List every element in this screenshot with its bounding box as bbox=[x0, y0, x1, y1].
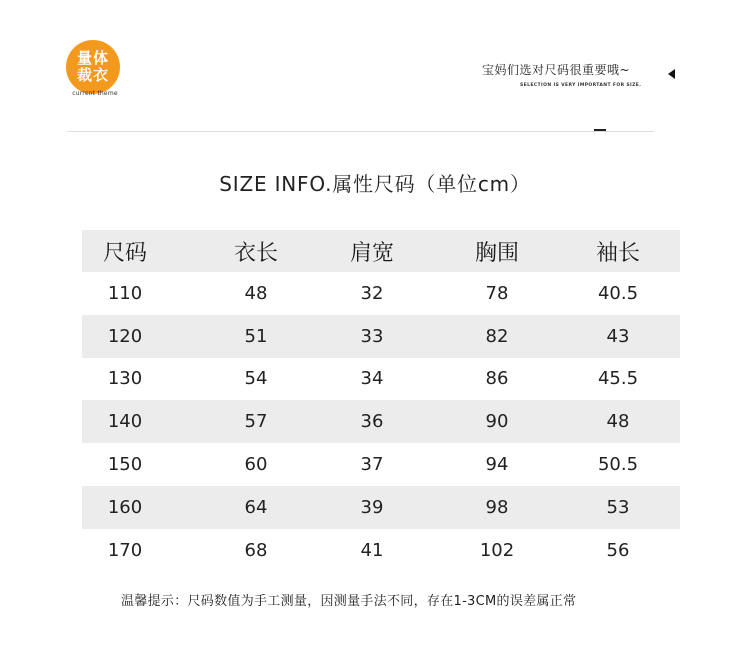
cell-size: 140 bbox=[107, 411, 143, 433]
cell-chest: 86 bbox=[485, 368, 509, 390]
cell-shoulder: 37 bbox=[360, 454, 384, 476]
cell-shoulder: 39 bbox=[360, 496, 384, 518]
tagline-cn: 宝妈们选对尺码很重要哦~ bbox=[482, 63, 631, 77]
cell-chest: 90 bbox=[485, 411, 509, 433]
header-sleeve: 袖长 bbox=[595, 240, 640, 266]
cell-chest: 98 bbox=[485, 496, 509, 518]
cell-shoulder: 41 bbox=[360, 539, 384, 561]
cell-size: 150 bbox=[107, 454, 143, 476]
header-size: 尺码 bbox=[102, 240, 147, 266]
cell-shoulder: 34 bbox=[360, 368, 384, 390]
logo-text-line2: 裁衣 bbox=[76, 66, 109, 84]
table-row bbox=[82, 272, 680, 315]
cell-length: 68 bbox=[244, 539, 268, 561]
size-table bbox=[82, 230, 680, 572]
cell-size: 120 bbox=[107, 325, 143, 347]
header-length: 衣长 bbox=[233, 240, 278, 266]
cell-size: 130 bbox=[107, 368, 143, 390]
cell-chest: 78 bbox=[485, 282, 509, 304]
cell-size: 160 bbox=[107, 496, 143, 518]
cell-length: 51 bbox=[244, 325, 268, 347]
cell-sleeve: 43 bbox=[606, 325, 630, 347]
cell-length: 57 bbox=[244, 411, 268, 433]
header-shoulder: 肩宽 bbox=[349, 240, 394, 266]
triangle-left-icon bbox=[668, 69, 675, 79]
cell-sleeve: 40.5 bbox=[597, 282, 639, 304]
footnote: 温馨提示：尺码数值为手工测量，因测量手法不同，存在1-3CM的误差属正常 bbox=[121, 594, 577, 609]
table-row bbox=[82, 486, 680, 529]
table-row bbox=[82, 443, 680, 486]
cell-sleeve: 53 bbox=[606, 496, 630, 518]
cell-shoulder: 32 bbox=[360, 282, 384, 304]
cell-size: 170 bbox=[107, 539, 143, 561]
header-chest: 胸围 bbox=[474, 240, 519, 266]
cell-length: 64 bbox=[244, 496, 268, 518]
cell-chest: 94 bbox=[485, 454, 509, 476]
table-row bbox=[82, 400, 680, 443]
logo-subtext: current theme bbox=[72, 90, 118, 97]
brand-logo bbox=[66, 40, 120, 94]
cell-length: 54 bbox=[244, 368, 268, 390]
cell-sleeve: 50.5 bbox=[597, 454, 639, 476]
table-header-row bbox=[82, 230, 680, 272]
cell-shoulder: 36 bbox=[360, 411, 384, 433]
cell-sleeve: 45.5 bbox=[597, 368, 639, 390]
tagline-en: SELECTION IS VERY IMPORTANT FOR SIZE. bbox=[520, 83, 642, 88]
cell-chest: 82 bbox=[485, 325, 509, 347]
table-row bbox=[82, 358, 680, 401]
divider bbox=[67, 131, 654, 132]
cell-length: 48 bbox=[244, 282, 268, 304]
divider-mark bbox=[594, 129, 606, 131]
logo-text-line1: 量体 bbox=[76, 49, 109, 67]
cell-chest: 102 bbox=[479, 539, 515, 561]
table-body bbox=[82, 272, 680, 572]
cell-size: 110 bbox=[107, 282, 143, 304]
cell-sleeve: 56 bbox=[606, 539, 630, 561]
cell-shoulder: 33 bbox=[360, 325, 384, 347]
cell-length: 60 bbox=[244, 454, 268, 476]
cell-sleeve: 48 bbox=[606, 411, 630, 433]
table-row bbox=[82, 529, 680, 572]
table-row bbox=[82, 315, 680, 358]
section-title: SIZE INFO.属性尺码（单位cm） bbox=[219, 172, 531, 196]
